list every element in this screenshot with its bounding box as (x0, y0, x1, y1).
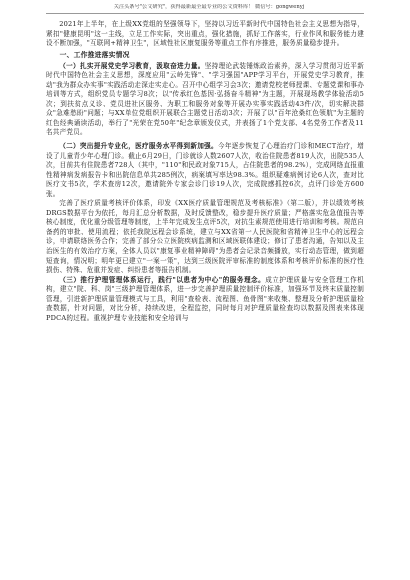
paragraph-text: 完善了医疗质量考核评价体系，印发《XX医疗质量管理规范及考核标准》（第二版），并以绩效考核DRGS数据平台为依托，每月汇总分析数据，及时反馈整改，稳步提升医疗质量；严格落实危急值报告等核心制度，优化重分级管理等制度，上半年完成发生点评5次，对抗生素规范使用进行培训和考核。规范自备药的审批、使用流程；依托我院远程会诊系统，建立与XX省第一人民医院和省精神卫生中心的远程会诊，申请联络医务合作；完善了部分公立医院疾病监测和区域医联体建设；修订了患者沟通，告知以及主治医生的有效治疗方案，全体人员以"康复事业精神障碍"为患者会记录音频播放，实行动态管理，做到超短查询，情况明；明年更已建立"一案一策"，达到三级医院评审标准的制度体系和考核评价标准的医疗性损伤、特殊、危重并发症、纠纷患者等报告机制。 (46, 199, 364, 275)
paragraph-text: 坚持理论武装锤炼政治素养，深入学习贯彻习近平新时代中国特色社会主义思想，深度应用"云岭先锋"、"学习强国"APP学习平台，开展党史学习教育，推动"我为群众办实事"实践活动走深走实走心。召开中心组学习会3次；邀请党校老师授课、专题党课和事办培训等方式，组织党员专题学习8次；以"传承红色基因·弘扬奋斗精神"为主题，开展现场教学体验活动5次；到扶贫点义诊、党员进社区服务、为职工和服务对象等开展办实事实践活动43件/次，切实解决群众"急难愁盼"问题；与XX单位党组织开展联合主题党日活动3次；开展了以"百年沧桑红色领航"为主题的红色经典诵读活动，举行了"光荣在党50年"纪念章颁发仪式，并表扬了1个党支部、4名党务工作者及11名共产党员。 (46, 61, 364, 137)
body-paragraph (46, 62, 364, 138)
paragraph-text: 成立护理质量与安全管理工作机构，建立"院、科、岗"三级护理管理体系，进一步完善护理质量控制评价标准，加强环节及终末质量控制管理，引进新护理质量管理模式与工具，利用"查检表、流程图、鱼骨图"来收集、整理及分析护理质量检查数据，针对问题，对比分析，持续改进，全程监控，同时每月对护理质量检查均以数据及图表来体现PDCA的过程。重视护理专业技能和安全培训与 (46, 275, 364, 322)
subsection-title: （一）扎实开展党史学习教育，汲取奋进力量。 (59, 61, 205, 70)
document-body (46, 20, 364, 323)
paragraph-text: 2021年上半年，在上级XX党组的坚强领导下，坚持以习近平新时代中国特色社会主义思想为指导，紧扣"健康昆明"这一主线，立足工作实际，突出重点，强化措施，抓好工作落实，行业作风和服务能力建设不断加强，"互联网+精神卫生"，区域性社区康复服务等重点工作有序推进，服务质量稳步提升。 (46, 20, 364, 48)
paragraph-text: 今年逐步恢复了心理治疗门诊和MECT治疗，增设了儿童青少年心理门诊。截止6月29日，门诊就诊人数2607人次，收治住院患者819人次，出院535人次，目前共有住院患者728人（其中，"110"和民政对象715人，占住院患者的98.2%），完成网络直报重性精神病发病报告卡和出院信息单共285例次，病案填写率达98.3%。组织疑难病例讨论6人次，查对比医疗文书5次，学术查房12次，邀请院外专家会诊门诊19人次，完成院感抓控6次，点评门诊处方600张。 (46, 142, 364, 198)
top-notice: 关注头条号"公文研究"，获得最新最全最专业的公文资料库！ 微信号：gongwenyj (113, 4, 305, 10)
section-heading: 一、工作推进落实情况 (59, 50, 130, 59)
subsection-title: （二）突出提升专业化，医疗服务水平得到新加强。 (59, 142, 218, 151)
body-paragraph (46, 20, 364, 49)
header-rule (46, 13, 364, 14)
body-paragraph (46, 142, 364, 199)
subsection-title: （三）推行护理管理体系运行，践行"以患者为中心"的服务理念。 (59, 275, 266, 284)
body-paragraph (46, 276, 364, 324)
body-paragraph (46, 199, 364, 275)
